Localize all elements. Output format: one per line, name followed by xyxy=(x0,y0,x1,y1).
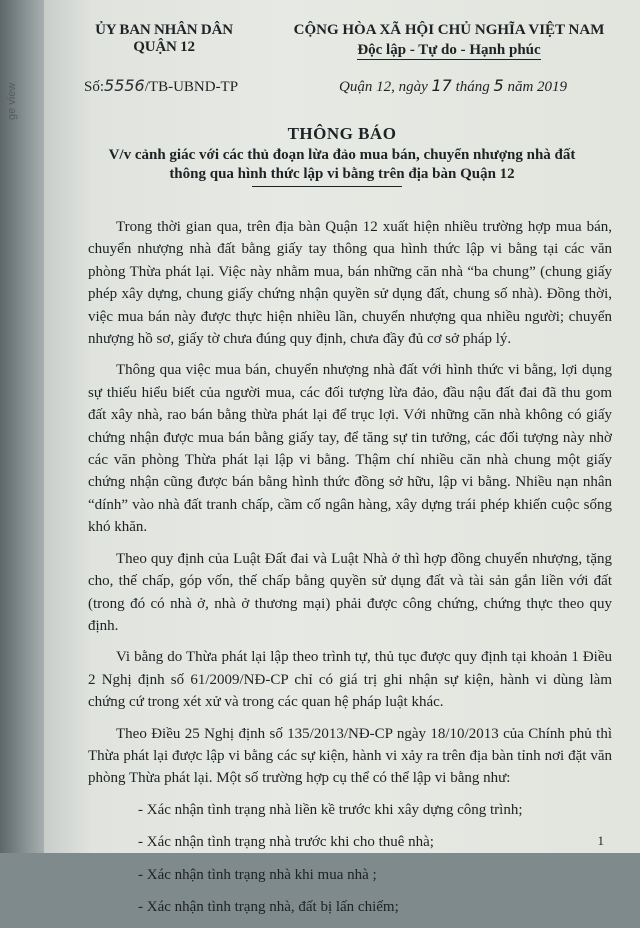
issuer-block xyxy=(74,22,254,56)
document-title: THÔNG BÁO xyxy=(287,124,397,143)
document-subject: V/v cảnh giác với các thủ đoạn lừa đảo mua bán, chuyển nhượng nhà đất thông qua hình thức lập vi bằng trên địa bàn Quận 12 xyxy=(108,147,576,182)
country-name: CỘNG HÒA XÃ HỘI CHỦ NGHĨA VIỆT NAM xyxy=(293,22,605,38)
paragraph: Theo quy định của Luật Đất đai và Luật Nhà ở thì hợp đồng chuyển nhượng, tặng cho, thế chấp, góp vốn, thế chấp bằng quyền sử dụng đất và tài sản gắn liền với đất (trong đó có nhà ở, nhà ở thương mại) phải được công chứng, chứng thực theo quy định. xyxy=(88,550,612,634)
handwritten-month: 5 xyxy=(493,76,504,95)
list-item: - Xác nhận tình trạng nhà, đất bị lấn chiếm; xyxy=(138,898,399,915)
paragraph: Vi bằng do Thừa phát lại lập theo trình tự, thủ tục được quy định tại khoản 1 Điều 2 Nghị định số 61/2009/NĐ-CP chỉ có giá trị ghi nhận sự kiện, hành vi dùng làm chứng cứ trong xét xử và trong các quan hệ pháp luật khác. xyxy=(88,649,612,711)
document-page xyxy=(44,0,640,915)
handwritten-number: 5556 xyxy=(104,76,145,95)
document-header xyxy=(74,22,630,95)
title-block xyxy=(64,124,620,184)
issuing-agency: ỦY BAN NHÂN DÂN QUẬN 12 xyxy=(95,22,233,55)
place-and-date: Quận 12, ngày 17 tháng 5 năm 2019 xyxy=(339,76,568,95)
handwritten-day: 17 xyxy=(431,76,452,95)
page-number: 1 xyxy=(597,833,604,848)
list-item: - Xác nhận tình trạng nhà liền kề trước khi xây dựng công trình; xyxy=(138,801,523,818)
national-heading xyxy=(274,22,624,60)
paragraph: Theo Điều 25 Nghị định số 135/2013/NĐ-CP ngày 18/10/2013 của Chính phủ thì Thừa phát lại được lập vi bằng các sự kiện, hành vi xảy ra trên địa bàn tỉnh nơi đặt văn phòng Thừa phát lại. Một số trường hợp cụ thể có thể lập vi bằng như: xyxy=(88,725,612,787)
paragraph: Thông qua việc mua bán, chuyển nhượng nhà đất với hình thức vi bằng, lợi dụng sự thiếu hiểu biết của người mua, các đối tượng lừa đảo, đầu nậu đất đai đã thu gom đất xây nhà, rao bán bằng thừa phát lại để trục lợi. Với những căn nhà không có giấy chứng nhận được mua bán bằng giấy tay, để tăng sự tin tưởng, các đối tượng này nhờ các văn phòng Thừa phát lại lập vi bằng. Thậm chí nhiều căn nhà chung một giấy chứng nhận cũng được bán bằng hình thức đồng sở hữu, lập vi bằng. Nhiều nạn nhân “dính” vào nhà đất tranh chấp, cầm cố ngân hàng, xây dựng trái phép khiến cuộc sống khó khăn. xyxy=(88,362,612,536)
document-number: Số:5556/TB-UBND-TP xyxy=(84,76,239,95)
list-item: - Xác nhận tình trạng nhà trước khi cho thuê nhà; xyxy=(138,834,434,851)
document-body xyxy=(88,216,612,928)
national-motto: Độc lập - Tự do - Hạnh phúc xyxy=(357,42,541,58)
subject-underline xyxy=(252,186,402,187)
edge-text: ge view xyxy=(6,82,18,120)
list-item: - Xác nhận tình trạng nhà khi mua nhà ; xyxy=(138,866,377,883)
paragraph: Trong thời gian qua, trên địa bàn Quận 12 xuất hiện nhiều trường hợp mua bán, chuyển nhượng nhà đất bằng giấy tay thông qua hình thức lập vi bằng tại các văn phòng Thừa phát lại. Việc này nhằm mua, bán những căn nhà “ba chung” (chung giấy phép xây dựng, chung giấy chứng nhận quyền sử dụng đất, chung số nhà). Đồng thời, việc mua bán này được thực hiện nhiều lần, chuyển nhượng qua nhiều người; chuyển nhượng hồ sơ, giấy tờ chưa đúng quy định, chưa đầy đủ cơ sở pháp lý. xyxy=(88,219,612,348)
